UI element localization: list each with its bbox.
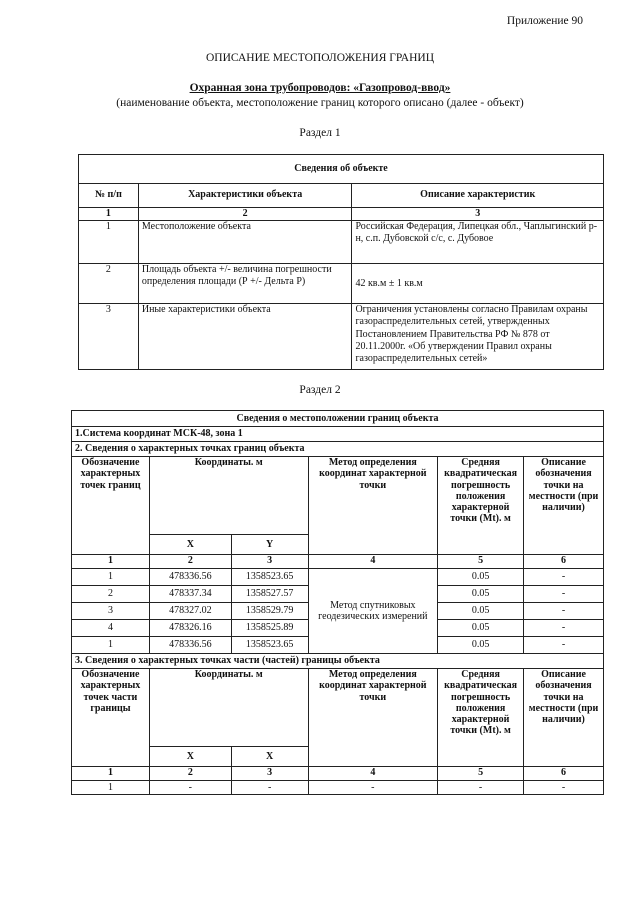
col-number: 5 bbox=[438, 555, 524, 569]
header-method: Метод определения координат характерной точки bbox=[308, 457, 438, 555]
header-part-method: Метод определения координат характерной точки bbox=[308, 669, 438, 767]
point-error: 0.05 bbox=[438, 637, 524, 654]
object-info-table bbox=[78, 154, 604, 370]
point-x: 478326.16 bbox=[149, 620, 231, 637]
point-number: 1 bbox=[72, 637, 150, 654]
method-value: Метод спутниковых геодезических измерений bbox=[308, 569, 438, 654]
point-description: - bbox=[524, 569, 604, 586]
header-x: X bbox=[149, 535, 231, 555]
object-name-line bbox=[0, 82, 640, 94]
col-number: 3 bbox=[231, 555, 308, 569]
point-number: 3 bbox=[72, 603, 150, 620]
col-number: 1 bbox=[72, 555, 150, 569]
row-value: Ограничения установлены согласно Правилам охраны газораспределительных сетей, утвержденных Постановлением Правительства РФ № 878 от 20.11.2000г. «Об утверждении Правил охраны газораспределительных сетей» bbox=[352, 304, 604, 370]
boundary-table-title: Сведения о местоположении границ объекта bbox=[72, 411, 604, 427]
point-x: 478327.02 bbox=[149, 603, 231, 620]
document-title: ОПИСАНИЕ МЕСТОПОЛОЖЕНИЯ ГРАНИЦ bbox=[205, 52, 435, 64]
coordinate-system: 1.Система координат МСК-48, зона 1 bbox=[72, 427, 604, 442]
point-description: - bbox=[524, 586, 604, 603]
header-part-x: X bbox=[149, 747, 231, 767]
header-num: № п/п bbox=[79, 184, 139, 208]
row-value: Российская Федерация, Липецкая обл., Чаплыгинский р-н, с.п. Дубовской с/с, с. Дубовое bbox=[352, 221, 604, 264]
col-number: 1 bbox=[79, 208, 139, 221]
part-point-x: - bbox=[149, 781, 231, 795]
header-part-error: Средняя квадратическая погрешность положения характерной точки (Mt). м bbox=[438, 669, 524, 767]
part3-title: 3. Сведения о характерных точках части (частей) границы объекта bbox=[72, 654, 604, 669]
header-part-coordinates: Координаты. м bbox=[149, 669, 308, 747]
row-characteristic: Площадь объекта +/- величина погрешности определения площади (Р +/- Дельта Р) bbox=[138, 264, 352, 304]
point-y: 1358523.65 bbox=[231, 637, 308, 654]
point-description: - bbox=[524, 620, 604, 637]
col-number: 2 bbox=[149, 767, 231, 781]
point-error: 0.05 bbox=[438, 586, 524, 603]
boundary-table bbox=[71, 410, 604, 795]
col-number: 1 bbox=[72, 767, 150, 781]
table-row bbox=[79, 304, 604, 370]
header-y: Y bbox=[231, 535, 308, 555]
object-name: Охранная зона трубопроводов: «Газопровод-ввод» bbox=[189, 82, 451, 94]
table-row bbox=[72, 781, 604, 795]
row-characteristic: Иные характеристики объекта bbox=[138, 304, 352, 370]
table-row bbox=[72, 569, 604, 586]
row-characteristic: Местоположение объекта bbox=[138, 221, 352, 264]
part2-title: 2. Сведения о характерных точках границ объекта bbox=[72, 442, 604, 457]
point-number: 1 bbox=[72, 569, 150, 586]
row-number: 2 bbox=[79, 264, 139, 304]
header-part-y: X bbox=[231, 747, 308, 767]
header-part-point: Обозначение характерных точек части границы bbox=[72, 669, 150, 767]
col-number: 3 bbox=[231, 767, 308, 781]
part-point-method: - bbox=[308, 781, 438, 795]
row-number: 1 bbox=[79, 221, 139, 264]
header-description: Описание характеристик bbox=[352, 184, 604, 208]
point-error: 0.05 bbox=[438, 603, 524, 620]
point-x: 478336.56 bbox=[149, 637, 231, 654]
point-number: 2 bbox=[72, 586, 150, 603]
col-number: 2 bbox=[149, 555, 231, 569]
part-point-number: 1 bbox=[72, 781, 150, 795]
header-part-description: Описание обозначения точки на местности (при наличии) bbox=[524, 669, 604, 767]
point-description: - bbox=[524, 603, 604, 620]
col-number: 6 bbox=[524, 767, 604, 781]
col-number: 4 bbox=[308, 767, 438, 781]
section2-label: Раздел 2 bbox=[299, 384, 341, 396]
point-y: 1358527.57 bbox=[231, 586, 308, 603]
point-error: 0.05 bbox=[438, 620, 524, 637]
point-x: 478337.34 bbox=[149, 586, 231, 603]
row-value: 42 кв.м ± 1 кв.м bbox=[352, 264, 604, 304]
header-error: Средняя квадратическая погрешность положения характерной точки (Mt). м bbox=[438, 457, 524, 555]
part-point-error: - bbox=[438, 781, 524, 795]
table-row bbox=[79, 221, 604, 264]
appendix-number: Приложение 90 bbox=[506, 15, 583, 27]
col-number: 2 bbox=[138, 208, 352, 221]
col-number: 3 bbox=[352, 208, 604, 221]
row-number: 3 bbox=[79, 304, 139, 370]
point-number: 4 bbox=[72, 620, 150, 637]
header-point: Обозначение характерных точек границ bbox=[72, 457, 150, 555]
header-coordinates: Координаты. м bbox=[149, 457, 308, 535]
part-point-description: - bbox=[524, 781, 604, 795]
object-note: (наименование объекта, местоположение границ которого описано (далее - объект) bbox=[116, 97, 524, 109]
point-y: 1358529.79 bbox=[231, 603, 308, 620]
table-row bbox=[79, 264, 604, 304]
point-description: - bbox=[524, 637, 604, 654]
part-point-y: - bbox=[231, 781, 308, 795]
point-error: 0.05 bbox=[438, 569, 524, 586]
object-info-title: Сведения об объекте bbox=[79, 155, 604, 184]
col-number: 4 bbox=[308, 555, 438, 569]
header-characteristic: Характеристики объекта bbox=[138, 184, 352, 208]
col-number: 5 bbox=[438, 767, 524, 781]
header-point-description: Описание обозначения точки на местности (при наличии) bbox=[524, 457, 604, 555]
point-x: 478336.56 bbox=[149, 569, 231, 586]
point-y: 1358525.89 bbox=[231, 620, 308, 637]
section1-label: Раздел 1 bbox=[299, 127, 341, 139]
point-y: 1358523.65 bbox=[231, 569, 308, 586]
col-number: 6 bbox=[524, 555, 604, 569]
